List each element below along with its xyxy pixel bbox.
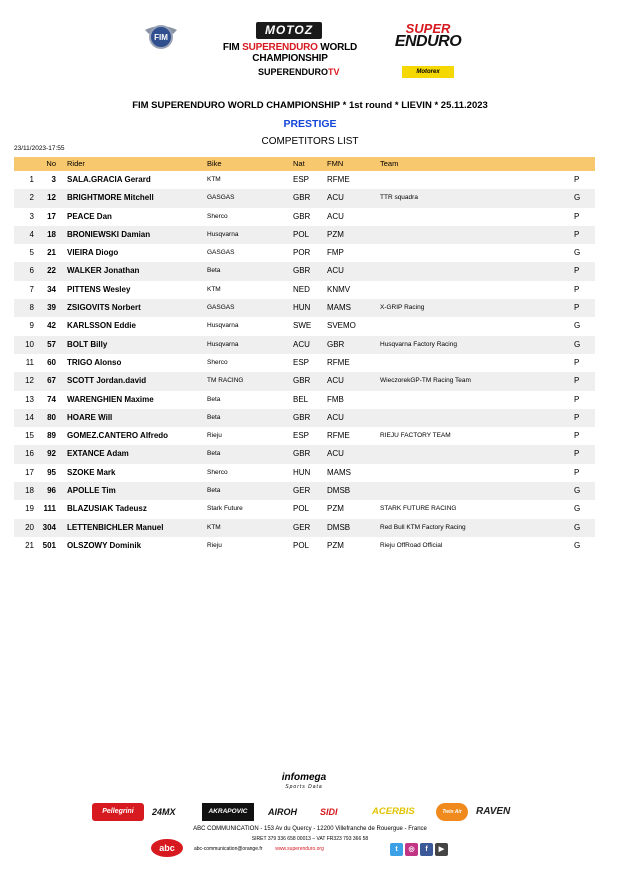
cell-rider: LETTENBICHLER Manuel bbox=[67, 522, 164, 532]
cell-rider: SZOKE Mark bbox=[67, 467, 116, 477]
cell-cat: G bbox=[574, 504, 581, 514]
motoz-logo: MOTOZ bbox=[256, 22, 322, 39]
cell-no: 111 bbox=[43, 504, 56, 514]
cell-no: 67 bbox=[47, 376, 56, 386]
cell-pos: 2 bbox=[29, 193, 34, 203]
cell-no: 57 bbox=[47, 339, 56, 349]
cell-bike: Beta bbox=[207, 413, 221, 421]
cell-pos: 19 bbox=[25, 504, 34, 514]
infomega-logo: infomega bbox=[281, 772, 327, 783]
cell-rider: WALKER Jonathan bbox=[67, 266, 140, 276]
cell-nat: ACU bbox=[293, 339, 310, 349]
cell-no: 42 bbox=[47, 321, 56, 331]
footer-siret: SIRET 379 336 658 00013 – VAT FR323 793 366 58 bbox=[251, 836, 369, 842]
table-row bbox=[14, 299, 595, 317]
cell-fmn: DMSB bbox=[327, 522, 351, 532]
cell-pos: 6 bbox=[29, 266, 34, 276]
cell-bike: Beta bbox=[207, 487, 221, 495]
cell-rider: BOLT Billy bbox=[67, 339, 108, 349]
table-row bbox=[14, 262, 595, 280]
cell-pos: 15 bbox=[25, 431, 34, 441]
cell-cat: G bbox=[574, 193, 581, 203]
cell-rider: SALA.GRACIA Gerard bbox=[67, 175, 151, 184]
table-row bbox=[14, 482, 595, 500]
cell-pos: 11 bbox=[25, 357, 34, 367]
table-row bbox=[14, 519, 595, 537]
cell-fmn: RFME bbox=[327, 431, 350, 441]
cell-fmn: SVEMO bbox=[327, 321, 356, 331]
infomega-subtitle: Sports Data bbox=[285, 784, 323, 790]
competitors-table bbox=[14, 157, 595, 555]
cell-cat: P bbox=[574, 175, 580, 184]
table-row bbox=[14, 208, 595, 226]
cell-no: 96 bbox=[47, 486, 56, 496]
cell-no: 60 bbox=[47, 357, 56, 367]
cell-cat: P bbox=[574, 266, 580, 276]
sponsor-bar bbox=[92, 803, 522, 821]
class-title: PRESTIGE bbox=[283, 118, 337, 130]
cell-team: Rieju OffRoad Official bbox=[380, 541, 443, 549]
championship-title-line1: FIM SUPERENDURO WORLD bbox=[222, 42, 358, 53]
sponsor-akrapovic: AKRAPOVIC bbox=[202, 803, 254, 821]
cell-rider: EXTANCE Adam bbox=[67, 449, 129, 459]
cell-fmn: ACU bbox=[327, 211, 344, 221]
social-icons bbox=[390, 843, 450, 857]
cell-pos: 18 bbox=[25, 486, 34, 496]
cell-rider: GOMEZ.CANTERO Alfredo bbox=[67, 431, 169, 441]
cell-pos: 16 bbox=[25, 449, 34, 459]
table-row bbox=[14, 500, 595, 518]
cell-team: X-GRIP Racing bbox=[380, 304, 425, 312]
cell-fmn: RFME bbox=[327, 175, 350, 184]
cell-no: 92 bbox=[47, 449, 56, 459]
cell-bike: GASGAS bbox=[207, 304, 235, 312]
table-row bbox=[14, 226, 595, 244]
list-title: COMPETITORS LIST bbox=[261, 136, 359, 147]
sponsor-airoh: AIROH bbox=[268, 807, 297, 817]
cell-bike: KTM bbox=[207, 285, 221, 293]
table-row bbox=[14, 244, 595, 262]
cell-fmn: PZM bbox=[327, 229, 344, 239]
table-row bbox=[14, 171, 595, 189]
sponsor-sidi: SIDI bbox=[320, 807, 338, 817]
table-row bbox=[14, 464, 595, 482]
cell-cat: P bbox=[574, 412, 580, 422]
table-row bbox=[14, 281, 595, 299]
cell-cat: G bbox=[574, 339, 581, 349]
cell-bike: Stark Future bbox=[207, 505, 243, 513]
table-row bbox=[14, 189, 595, 207]
cell-nat: GBR bbox=[293, 211, 311, 221]
cell-cat: P bbox=[574, 376, 580, 386]
table-row bbox=[14, 391, 595, 409]
cell-no: 304 bbox=[42, 522, 56, 532]
cell-fmn: PZM bbox=[327, 504, 344, 514]
cell-pos: 21 bbox=[25, 540, 34, 550]
cell-fmn: ACU bbox=[327, 193, 344, 203]
cell-nat: POR bbox=[293, 248, 311, 258]
sponsor-pellegrini: Pellegrini bbox=[92, 803, 144, 821]
table-row bbox=[14, 445, 595, 463]
cell-nat: SWE bbox=[293, 321, 312, 331]
table-row bbox=[14, 537, 595, 555]
cell-cat: G bbox=[574, 522, 581, 532]
instagram-icon[interactable]: ◎ bbox=[405, 843, 418, 856]
table-row bbox=[14, 372, 595, 390]
cell-rider: PEACE Dan bbox=[67, 211, 112, 221]
footer-address: ABC COMMUNICATION - 153 Av du Quercy - 12200 Villefranche de Rouergue - France bbox=[193, 826, 427, 832]
cell-no: 17 bbox=[47, 211, 56, 221]
cell-rider: HOARE Will bbox=[67, 412, 113, 422]
cell-rider: TRIGO Alonso bbox=[67, 357, 122, 367]
cell-bike: Sherco bbox=[207, 468, 228, 476]
cell-team: WieczorekGP-TM Racing Team bbox=[380, 377, 471, 385]
cell-pos: 14 bbox=[25, 412, 34, 422]
cell-fmn: PZM bbox=[327, 540, 344, 550]
cell-nat: ESP bbox=[293, 357, 310, 367]
cell-pos: 20 bbox=[25, 522, 34, 532]
cell-pos: 13 bbox=[25, 394, 34, 404]
cell-nat: POL bbox=[293, 504, 310, 514]
cell-rider: PITTENS Wesley bbox=[67, 284, 131, 294]
cell-no: 22 bbox=[47, 266, 56, 276]
cell-bike: Rieju bbox=[207, 432, 222, 440]
cell-no: 39 bbox=[47, 303, 56, 313]
cell-cat: P bbox=[574, 229, 580, 239]
cell-pos: 7 bbox=[29, 284, 34, 294]
cell-nat: GBR bbox=[293, 449, 311, 459]
cell-rider: ZSIGOVITS Norbert bbox=[67, 303, 141, 313]
cell-fmn: DMSB bbox=[327, 486, 351, 496]
cell-cat: G bbox=[574, 248, 581, 258]
cell-nat: BEL bbox=[293, 394, 309, 404]
cell-fmn: MAMS bbox=[327, 303, 351, 313]
header-nat: Nat bbox=[293, 159, 305, 168]
cell-team: RIEJU FACTORY TEAM bbox=[380, 432, 451, 440]
cell-cat: P bbox=[574, 449, 580, 459]
cell-nat: GER bbox=[293, 486, 311, 496]
cell-no: 89 bbox=[47, 431, 56, 441]
cell-bike: Sherco bbox=[207, 212, 228, 220]
cell-bike: Rieju bbox=[207, 541, 222, 549]
superenduro-logo-bottom: ENDURO bbox=[394, 33, 462, 50]
cell-fmn: MAMS bbox=[327, 467, 351, 477]
cell-bike: GASGAS bbox=[207, 194, 235, 202]
table-header bbox=[14, 157, 595, 171]
cell-nat: GBR bbox=[293, 412, 311, 422]
cell-nat: HUN bbox=[293, 467, 311, 477]
cell-pos: 1 bbox=[29, 175, 34, 184]
cell-fmn: RFME bbox=[327, 357, 350, 367]
cell-cat: P bbox=[574, 467, 580, 477]
cell-rider: BLAZUSIAK Tadeusz bbox=[67, 504, 147, 514]
cell-nat: NED bbox=[293, 284, 310, 294]
cell-fmn: FMB bbox=[327, 394, 344, 404]
cell-cat: G bbox=[574, 321, 581, 331]
cell-pos: 8 bbox=[29, 303, 34, 313]
header-rider: Rider bbox=[67, 159, 85, 168]
sponsor-raven: RAVEN bbox=[476, 806, 511, 817]
cell-nat: ESP bbox=[293, 431, 310, 441]
cell-pos: 10 bbox=[25, 339, 34, 349]
cell-nat: GER bbox=[293, 522, 311, 532]
cell-no: 95 bbox=[47, 467, 56, 477]
cell-bike: Husqvarna bbox=[207, 230, 239, 238]
cell-cat: P bbox=[574, 357, 580, 367]
sponsor-24mx: 24MX bbox=[152, 807, 176, 817]
motorex-sponsor-logo: Motorex bbox=[402, 66, 454, 78]
youtube-icon[interactable]: ▶ bbox=[435, 843, 448, 856]
cell-cat: P bbox=[574, 211, 580, 221]
cell-bike: GASGAS bbox=[207, 249, 235, 257]
cell-no: 21 bbox=[47, 248, 56, 258]
cell-bike: KTM bbox=[207, 523, 221, 531]
abc-logo-text: abc bbox=[159, 843, 175, 853]
table-row bbox=[14, 317, 595, 335]
cell-rider: BRIGHTMORE Mitchell bbox=[67, 193, 154, 203]
timestamp: 23/11/2023-17:55 bbox=[14, 145, 65, 152]
facebook-icon[interactable]: f bbox=[420, 843, 433, 856]
cell-fmn: GBR bbox=[327, 339, 345, 349]
header-no: No bbox=[46, 159, 56, 168]
table-row bbox=[14, 354, 595, 372]
cell-rider: BRONIEWSKI Damian bbox=[67, 229, 151, 239]
cell-nat: POL bbox=[293, 540, 310, 550]
cell-rider: OLSZOWY Dominik bbox=[67, 540, 142, 550]
cell-pos: 3 bbox=[29, 211, 34, 221]
cell-pos: 9 bbox=[29, 321, 34, 331]
cell-no: 18 bbox=[47, 229, 56, 239]
cell-cat: G bbox=[574, 486, 581, 496]
cell-bike: Beta bbox=[207, 267, 221, 275]
table-body bbox=[14, 171, 595, 555]
sponsor-twinair: Twin Air bbox=[436, 803, 468, 821]
cell-cat: G bbox=[574, 540, 581, 550]
cell-pos: 4 bbox=[29, 229, 34, 239]
cell-bike: Husqvarna bbox=[207, 340, 239, 348]
superenduro-tv-logo: SUPERENDUROTV bbox=[258, 67, 340, 77]
cell-fmn: FMP bbox=[327, 248, 344, 258]
cell-bike: TM RACING bbox=[207, 377, 244, 385]
table-row bbox=[14, 427, 595, 445]
footer-website[interactable]: www.superenduro.org bbox=[275, 846, 324, 852]
cell-cat: P bbox=[574, 284, 580, 294]
header-team: Team bbox=[380, 159, 399, 168]
header-bike: Bike bbox=[207, 159, 222, 168]
cell-rider: KARLSSON Eddie bbox=[67, 321, 136, 331]
cell-bike: Beta bbox=[207, 450, 221, 458]
twitter-icon[interactable]: t bbox=[390, 843, 403, 856]
cell-nat: HUN bbox=[293, 303, 311, 313]
cell-fmn: ACU bbox=[327, 412, 344, 422]
footer-email[interactable]: abc-communication@orange.fr bbox=[194, 846, 263, 852]
cell-rider: VIEIRA Diogo bbox=[67, 248, 119, 258]
superenduro-logo-top: SUPER bbox=[405, 21, 451, 36]
cell-pos: 12 bbox=[25, 376, 34, 386]
cell-pos: 17 bbox=[25, 467, 34, 477]
cell-fmn: ACU bbox=[327, 376, 344, 386]
cell-no: 3 bbox=[51, 175, 56, 184]
cell-fmn: ACU bbox=[327, 266, 344, 276]
table-row bbox=[14, 409, 595, 427]
cell-team: STARK FUTURE RACING bbox=[380, 505, 457, 513]
table-row bbox=[14, 336, 595, 354]
header-fmn: FMN bbox=[327, 159, 344, 168]
cell-nat: ESP bbox=[293, 175, 310, 184]
cell-fmn: KNMV bbox=[327, 284, 351, 294]
abc-logo bbox=[150, 838, 184, 858]
cell-bike: Husqvarna bbox=[207, 322, 239, 330]
cell-team: Husqvarna Factory Racing bbox=[380, 340, 457, 348]
cell-no: 12 bbox=[47, 193, 56, 203]
fim-logo bbox=[143, 20, 179, 50]
cell-nat: GBR bbox=[293, 193, 311, 203]
svg-text:FIM: FIM bbox=[154, 33, 168, 42]
sponsor-acerbis: ACERBIS bbox=[372, 806, 415, 817]
cell-nat: GBR bbox=[293, 266, 311, 276]
cell-rider: WARENGHIEN Maxime bbox=[67, 394, 154, 404]
cell-cat: P bbox=[574, 303, 580, 313]
cell-no: 74 bbox=[47, 394, 56, 404]
cell-no: 34 bbox=[47, 284, 56, 294]
cell-bike: KTM bbox=[207, 176, 221, 183]
cell-fmn: ACU bbox=[327, 449, 344, 459]
cell-bike: Beta bbox=[207, 395, 221, 403]
cell-rider: APOLLE Tim bbox=[67, 486, 116, 496]
cell-team: TTR squadra bbox=[380, 194, 418, 202]
cell-no: 80 bbox=[47, 412, 56, 422]
cell-bike: Sherco bbox=[207, 358, 228, 366]
event-title: FIM SUPERENDURO WORLD CHAMPIONSHIP * 1st round * LIEVIN * 25.11.2023 bbox=[132, 100, 488, 111]
cell-team: Red Bull KTM Factory Racing bbox=[380, 523, 466, 531]
cell-rider: SCOTT Jordan.david bbox=[67, 376, 147, 386]
cell-nat: GBR bbox=[293, 376, 311, 386]
cell-cat: P bbox=[574, 431, 580, 441]
cell-nat: POL bbox=[293, 229, 310, 239]
cell-no: 501 bbox=[42, 540, 56, 550]
cell-pos: 5 bbox=[29, 248, 34, 258]
championship-title-line2: CHAMPIONSHIP bbox=[252, 53, 328, 64]
cell-cat: P bbox=[574, 394, 580, 404]
